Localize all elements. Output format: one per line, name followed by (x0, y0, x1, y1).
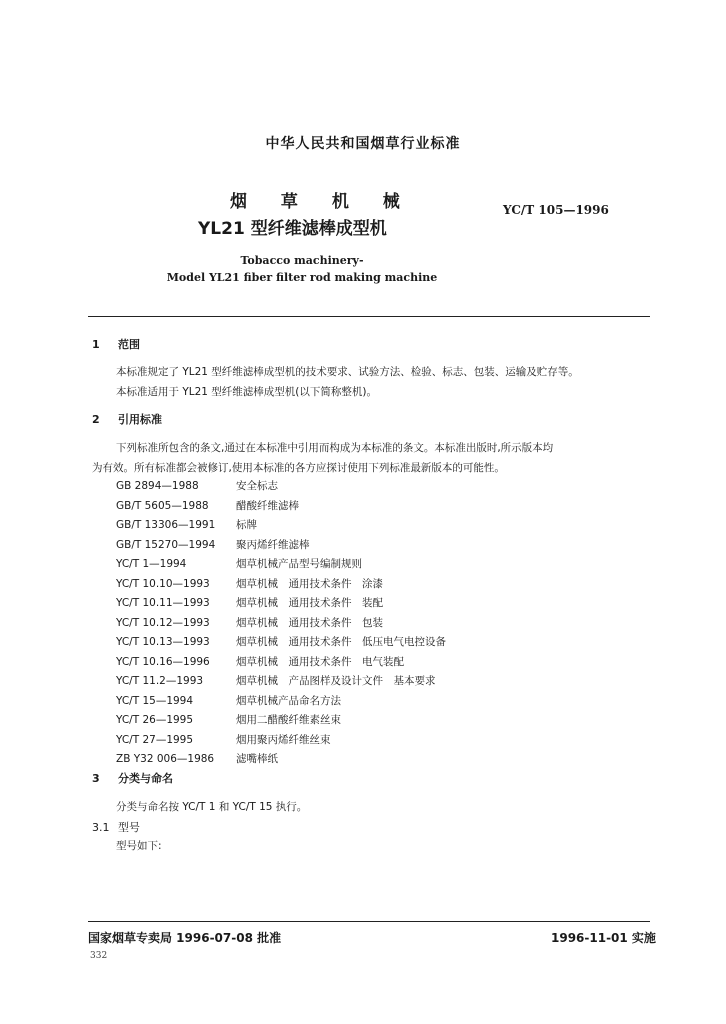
section-1-paragraph-1: 本标准规定了 YL21 型纤维滤棒成型机的技术要求、试验方法、检验、标志、包装、运输及贮存等。 (116, 366, 579, 378)
reference-code: YC/T 10.10—1993 (116, 577, 210, 590)
reference-title: 烟草机械产品型号编制规则 (236, 558, 362, 570)
reference-code: YC/T 27—1995 (116, 733, 194, 746)
page-number: 332 (90, 951, 108, 961)
section-2-paragraph-line-1: 下列标准所包含的条文,通过在本标准中引用而构成为本标准的条文。本标准出版时,所示版本均 (116, 442, 554, 454)
reference-item (116, 750, 446, 770)
reference-title: 烟草机械 通用技术条件 低压电气电控设备 (236, 636, 446, 648)
reference-item (116, 653, 446, 673)
reference-code: GB/T 15270—1994 (116, 538, 216, 551)
section-3-paragraph: 分类与命名按 YC/T 1 和 YC/T 15 执行。 (116, 801, 308, 813)
reference-title: 滤嘴棒纸 (236, 753, 278, 765)
reference-item (116, 594, 446, 614)
title-line-1: 烟 草 机 械 (230, 192, 414, 212)
reference-title: 聚丙烯纤维滤棒 (236, 538, 310, 551)
reference-code: YC/T 11.2—1993 (116, 675, 204, 687)
standard-code: YC/T 105—1996 (503, 203, 609, 217)
reference-title: 烟用二醋酸纤维素丝束 (236, 714, 341, 726)
reference-title: 烟用聚丙烯纤维丝束 (236, 733, 331, 746)
reference-title: 烟草机械 通用技术条件 包装 (236, 616, 383, 629)
reference-code: YC/T 26—1995 (116, 714, 194, 726)
footer-divider (88, 921, 650, 922)
reference-code: GB/T 5605—1988 (116, 499, 209, 512)
reference-title: 标牌 (236, 519, 257, 531)
reference-code: GB/T 13306—1991 (116, 519, 216, 531)
reference-code: ZB Y32 006—1986 (116, 753, 215, 765)
reference-code: YC/T 1—1994 (116, 558, 187, 570)
approval-line: 国家烟草专卖局 1996-07-08 批准 (88, 931, 282, 945)
reference-code: YC/T 15—1994 (116, 694, 194, 707)
english-title-line-1: Tobacco machinery- (240, 254, 364, 267)
reference-code: YC/T 10.11—1993 (116, 597, 210, 609)
reference-title: 醋酸纤维滤棒 (236, 499, 299, 512)
reference-item (116, 536, 446, 556)
english-title-line-2: Model YL21 fiber filter rod making machine (166, 271, 438, 284)
section-1-heading (92, 336, 140, 352)
subsection-title: 型号 (118, 821, 140, 834)
reference-item (116, 672, 446, 692)
section-title: 分类与命名 (118, 772, 173, 785)
section-number: 1 (92, 338, 100, 351)
reference-item (116, 614, 446, 634)
issuing-standard-header: 中华人民共和国烟草行业标准 (265, 136, 461, 152)
reference-title: 烟草机械 通用技术条件 涂漆 (236, 577, 383, 590)
section-2-heading (92, 411, 162, 427)
reference-title: 烟草机械 产品图样及设计文件 基本要求 (236, 675, 436, 687)
section-title: 范围 (118, 338, 140, 351)
subsection-number: 3.1 (92, 821, 110, 834)
reference-item (116, 477, 446, 497)
reference-code: YC/T 10.12—1993 (116, 616, 210, 629)
reference-item (116, 497, 446, 517)
reference-title: 安全标志 (236, 480, 278, 492)
title-line-2: YL21 型纤维滤棒成型机 (198, 219, 387, 239)
subsection-3-1-heading (92, 819, 140, 835)
reference-item (116, 731, 446, 751)
reference-title: 烟草机械产品命名方法 (236, 694, 341, 707)
reference-item (116, 711, 446, 731)
reference-item (116, 692, 446, 712)
reference-title: 烟草机械 通用技术条件 电气装配 (236, 655, 404, 668)
section-number: 2 (92, 413, 100, 426)
section-2-paragraph-line-2: 为有效。所有标准都会被修订,使用本标准的各方应探讨使用下列标准最新版本的可能性。 (92, 462, 505, 474)
subsection-3-1-paragraph: 型号如下: (116, 840, 162, 852)
reference-item (116, 575, 446, 595)
reference-code: GB 2894—1988 (116, 480, 199, 492)
reference-item (116, 555, 446, 575)
reference-item (116, 516, 446, 536)
reference-code: YC/T 10.13—1993 (116, 636, 210, 648)
section-3-heading (92, 770, 173, 786)
reference-title: 烟草机械 通用技术条件 装配 (236, 597, 383, 609)
reference-code: YC/T 10.16—1996 (116, 655, 210, 668)
effective-date: 1996-11-01 实施 (551, 931, 656, 945)
reference-item (116, 633, 446, 653)
section-title: 引用标准 (118, 413, 162, 426)
top-divider (88, 316, 650, 317)
section-number: 3 (92, 772, 100, 785)
section-1-paragraph-2: 本标准适用于 YL21 型纤维滤棒成型机(以下简称整机)。 (116, 386, 377, 398)
normative-reference-list (116, 477, 446, 770)
